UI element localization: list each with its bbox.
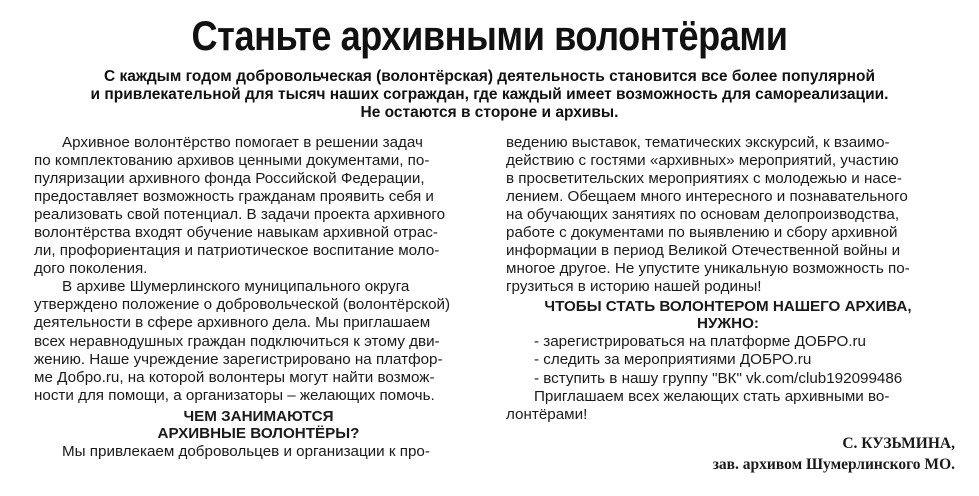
text-line: жению. Наше учреждение зарегистрировано на платфор- [34,350,443,368]
text-line: ности для помощи, а организаторы – желающих помочь. [34,386,435,404]
paragraph [506,134,950,296]
lead-line: С каждым годом добровольческая (волонтёрская) деятельность становится все более популярной [103,68,876,85]
text-line: В архиве Шумерлинского муниципального округа [62,278,410,296]
text-line: утверждено положение о добровольческой (волонтёрской) [34,296,451,314]
list-item: - следить за мероприятиями ДОБРО.ru [534,351,812,369]
text-line: по комплектованию архивов ценными документами, по- [34,152,430,170]
text-line: ме Добро.ru, на которой волонтеры могут найти возмож- [34,368,435,386]
text-line: реализовать свой потенциал. В задачи проекта архивного [34,206,446,224]
text-line: Приглашаем всех желающих стать архивными во- [534,387,890,405]
lead-line: и привлекательной для тысяч наших сограждан, где каждый имеет возможность для самореализации. [90,86,889,103]
section-heading [34,408,483,442]
paragraph [34,134,483,278]
text-line: пуляризации архивного фонда Российской Федерации, [34,170,425,188]
heading-line: ЧЕМ ЗАНИМАЮТСЯ [183,407,334,425]
paragraph [34,278,483,404]
text-line: Мы привлекаем добровольцев и организации к про- [62,442,430,460]
lead-line: Не остаются в стороне и архивы. [360,104,619,121]
text-line: действию с гостями «архивных» мероприятий, участию [506,152,899,170]
section-heading [506,298,950,332]
paragraph [34,443,483,461]
text-line: волонтёрства входят обучение навыкам архивной отрас- [34,224,438,242]
text-line: Архивное волонтёрство помогает в решении задач [62,134,423,151]
heading-line: НУЖНО: [697,315,759,333]
author-position: зав. архивом Шумерлинского МО. [712,456,955,473]
list-item: - вступить в нашу группу "ВК" vk.com/club192099486 [534,369,903,387]
text-line: в просветительских мероприятиях с молодежью и насе- [506,170,902,188]
text-line: ли, профориентация и патриотическое воспитание моло- [34,242,440,260]
right-column [506,134,950,424]
left-column [34,134,483,461]
text-line: работе с документами по выявлению и сбору архивной [506,224,898,242]
text-line: дого поколения. [34,260,148,278]
steps-list [506,333,950,387]
text-line: грузиться в историю нашей родины! [506,278,762,296]
text-line: ведению выставок, тематических экскурсий, к взаимо- [506,134,890,151]
text-line: предоставляет возможность гражданам проявить себя и [34,188,434,206]
heading-line: АРХИВНЫЕ ВОЛОНТЁРЫ? [157,424,360,442]
text-line: деятельности в сфере архивного дела. Мы приглашаем [34,314,431,332]
text-line: всех неравнодушных граждан подключиться к этому дви- [34,332,440,350]
article-lead [20,68,959,122]
text-line: лонтёрами! [506,405,588,423]
text-line: на обучающих занятиях по основам делопроизводства, [506,206,900,224]
author-name: С. КУЗЬМИНА, [842,435,955,452]
list-item: - зарегистрироваться на платформе ДОБРО.ru [534,333,866,351]
text-line: информации в период Великой Отечественной войны и [506,242,901,260]
paragraph [506,388,950,424]
article-title: Станьте архивными волонтёрами [191,12,788,59]
text-line: лением. Обещаем много интересного и познавательного [506,188,908,206]
heading-line: ЧТОБЫ СТАТЬ ВОЛОНТЕРОМ НАШЕГО АРХИВА, [544,298,912,316]
text-line: многое другое. Не упустите уникальную возможность по- [506,260,910,278]
